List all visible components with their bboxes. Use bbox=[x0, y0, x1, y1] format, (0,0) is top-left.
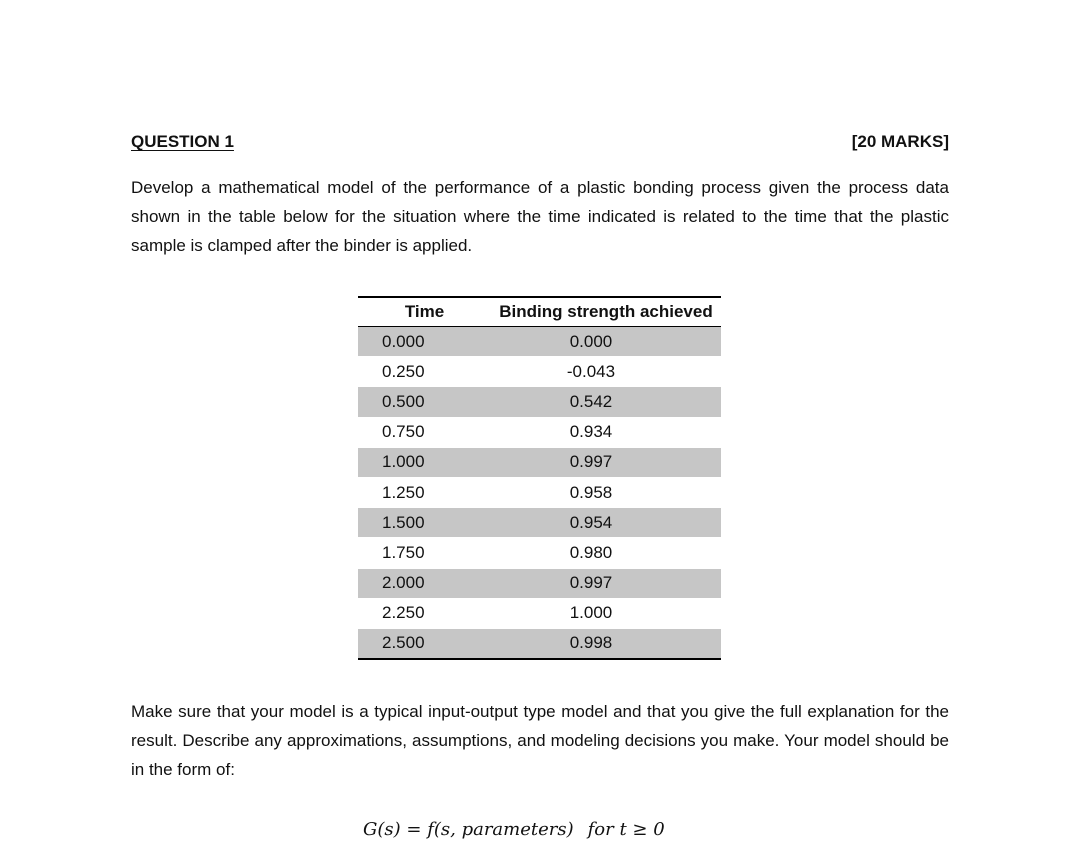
table-header-row bbox=[358, 297, 721, 327]
table-row bbox=[358, 387, 721, 417]
strength-cell: 0.997 bbox=[491, 447, 721, 477]
strength-cell: 0.998 bbox=[491, 628, 721, 659]
strength-cell: 0.980 bbox=[491, 538, 721, 568]
table-header-strength: Binding strength achieved bbox=[491, 297, 721, 327]
time-cell: 2.500 bbox=[358, 628, 491, 659]
table-row bbox=[358, 628, 721, 659]
strength-cell: 0.000 bbox=[491, 327, 721, 357]
intro-paragraph: Develop a mathematical model of the performance of a plastic bonding process given the process data shown in the table below for the situation where the time indicated is related to the time that the plastic sample is clamped after the binder is applied. bbox=[131, 178, 949, 255]
strength-cell: 1.000 bbox=[491, 598, 721, 628]
time-cell: 1.000 bbox=[358, 447, 491, 477]
table-row bbox=[358, 508, 721, 538]
time-cell: 1.750 bbox=[358, 538, 491, 568]
strength-cell: 0.934 bbox=[491, 417, 721, 447]
time-cell: 0.500 bbox=[358, 387, 491, 417]
table-row bbox=[358, 598, 721, 628]
table-row bbox=[358, 477, 721, 507]
table-row bbox=[358, 447, 721, 477]
table-row bbox=[358, 538, 721, 568]
strength-cell: -0.043 bbox=[491, 357, 721, 387]
instruction-paragraph: Make sure that your model is a typical input-output type model and that you give the full explanation for the result. Describe any approximations, assumptions, and modeling decisions you make. Your model should be in the form of: bbox=[131, 702, 949, 779]
strength-cell: 0.954 bbox=[491, 508, 721, 538]
table-row bbox=[358, 327, 721, 357]
formula-equals: = bbox=[400, 819, 428, 840]
transfer-function-formula bbox=[363, 819, 665, 840]
table-row bbox=[358, 357, 721, 387]
formula-condition: for t ≥ 0 bbox=[587, 819, 665, 840]
formula-lhs: G(s) bbox=[363, 819, 401, 840]
strength-cell: 0.958 bbox=[491, 477, 721, 507]
table-row bbox=[358, 568, 721, 598]
formula-rhs: f(s, parameters) bbox=[427, 819, 574, 840]
time-cell: 0.000 bbox=[358, 327, 491, 357]
strength-cell: 0.542 bbox=[491, 387, 721, 417]
time-cell: 2.250 bbox=[358, 598, 491, 628]
time-cell: 0.250 bbox=[358, 357, 491, 387]
table-row bbox=[358, 417, 721, 447]
time-cell: 1.250 bbox=[358, 477, 491, 507]
table-header-time: Time bbox=[358, 297, 491, 327]
strength-cell: 0.997 bbox=[491, 568, 721, 598]
process-data-table bbox=[358, 296, 721, 660]
time-cell: 2.000 bbox=[358, 568, 491, 598]
question-title: QUESTION 1 bbox=[131, 132, 234, 151]
question-header bbox=[131, 132, 949, 156]
time-cell: 1.500 bbox=[358, 508, 491, 538]
question-marks: [20 MARKS] bbox=[851, 132, 949, 151]
time-cell: 0.750 bbox=[358, 417, 491, 447]
